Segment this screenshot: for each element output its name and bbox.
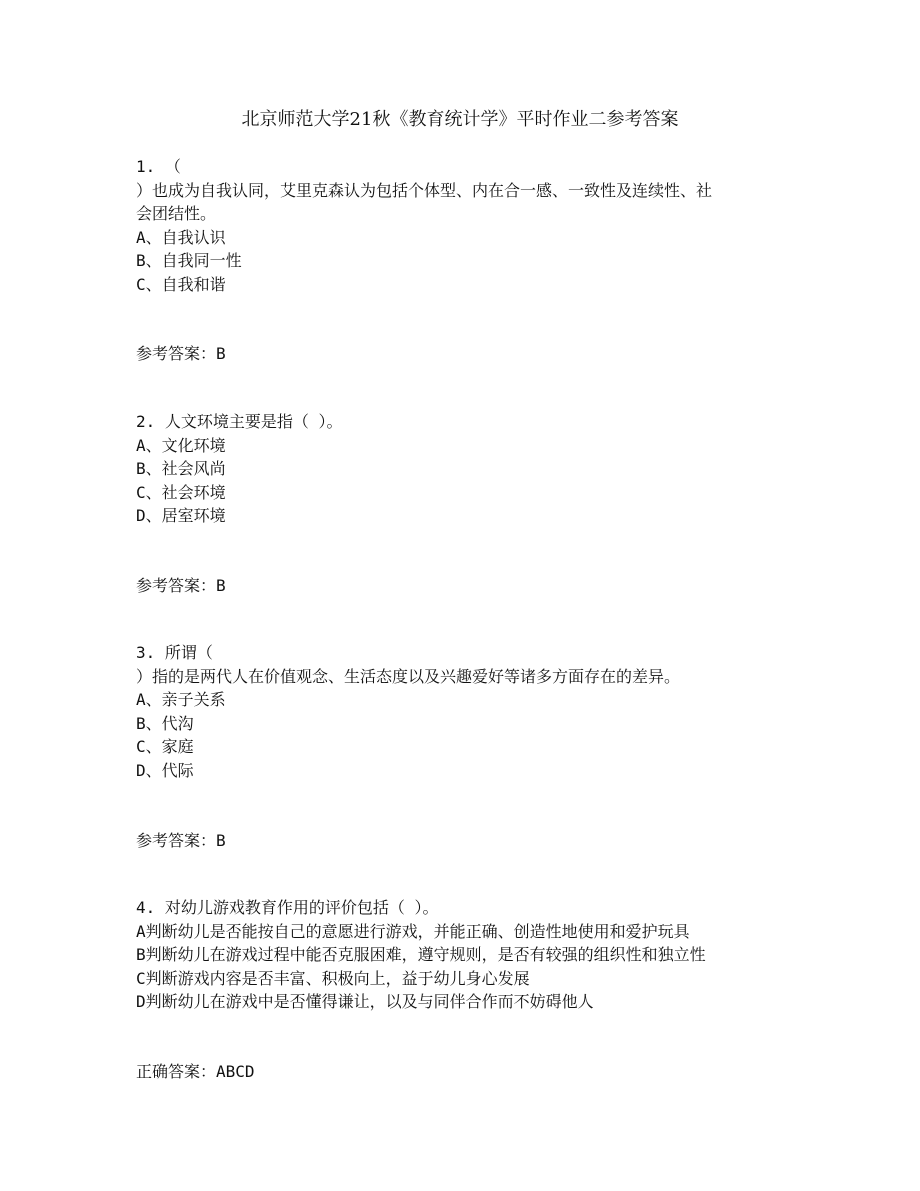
- option-d: D、居室环境: [136, 506, 226, 525]
- question-text-line: 2. 人文环境主要是指（ ）。: [136, 412, 343, 431]
- option-b: B、社会风尚: [136, 459, 226, 478]
- option-a: A、自我认识: [136, 227, 226, 247]
- answer-1: 参考答案：B: [136, 344, 226, 363]
- question-text-line: ）指的是两代人在价值观念、生活态度以及兴趣爱好等诸多方面存在的差异。: [136, 666, 681, 686]
- option-d: D、代际: [136, 760, 194, 780]
- answer-3: 参考答案：B: [136, 831, 226, 850]
- option-d: D判断幼儿在游戏中是否懂得谦让，以及与同伴合作而不妨碍他人: [136, 992, 594, 1011]
- question-2: [136, 410, 796, 528]
- option-b: B、自我同一性: [136, 251, 242, 270]
- option-a: A判断幼儿是否能按自己的意愿进行游戏，并能正确、创造性地使用和爱护玩具: [136, 921, 690, 941]
- option-c: C、家庭: [136, 737, 194, 756]
- document-title: 北京师范大学21秋《教育统计学》平时作业二参考答案: [241, 109, 679, 130]
- option-c: C判断游戏内容是否丰富、积极向上，益于幼儿身心发展: [136, 968, 530, 988]
- question-4: [136, 896, 796, 1014]
- question-3: [136, 641, 796, 782]
- option-b: B判断幼儿在游戏过程中能否克服困难，遵守规则，是否有较强的组织性和独立性: [136, 945, 706, 964]
- option-b: B、代沟: [136, 713, 194, 733]
- question-text-line: ）也成为自我认同，艾里克森认为包括个体型、内在合一感、一致性及连续性、社: [136, 180, 713, 200]
- question-text-line: 会团结性。: [136, 204, 217, 223]
- option-a: A、亲子关系: [136, 690, 226, 709]
- option-c: C、自我和谐: [136, 274, 226, 294]
- question-text-line: 3. 所谓（: [136, 643, 213, 662]
- answer-4: 正确答案：ABCD: [136, 1062, 255, 1081]
- question-text-line: 1. （: [136, 157, 181, 176]
- option-c: C、社会环境: [136, 482, 226, 502]
- question-text-line: 4. 对幼儿游戏教育作用的评价包括（ ）。: [136, 898, 439, 917]
- option-a: A、文化环境: [136, 435, 226, 455]
- answer-2: 参考答案：B: [136, 576, 226, 595]
- question-1: [136, 155, 796, 296]
